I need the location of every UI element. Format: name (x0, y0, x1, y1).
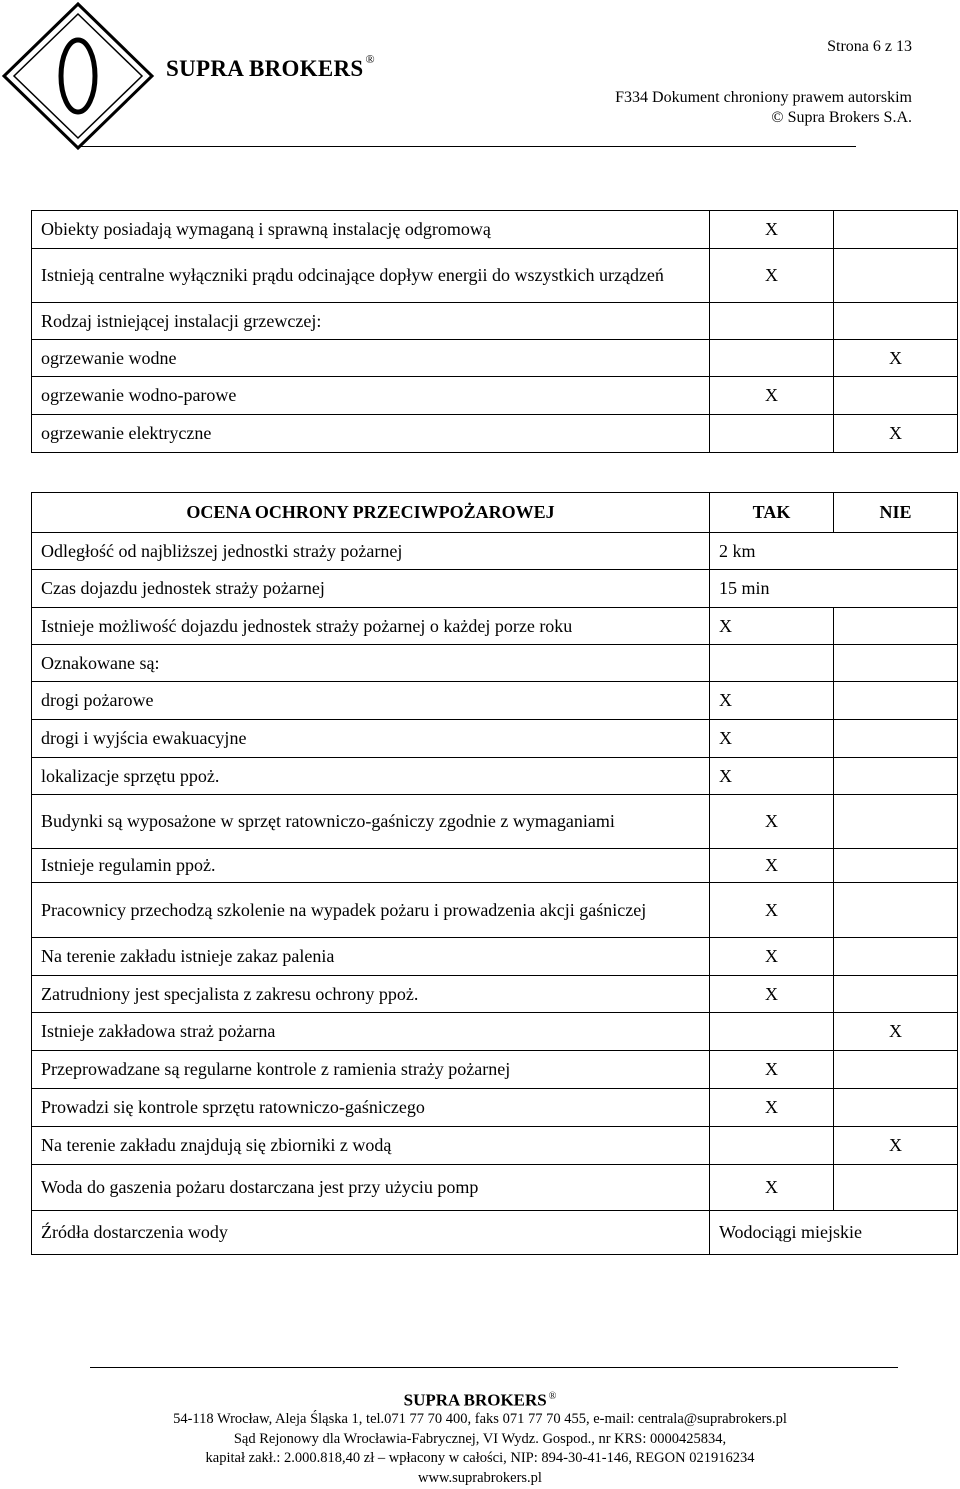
row-label: lokalizacje sprzętu ppoż. (32, 758, 710, 795)
row-value: Wodociągi miejskie (710, 1211, 958, 1255)
tak-cell: X (710, 249, 834, 303)
nie-cell (834, 608, 958, 645)
table-row (32, 976, 958, 1013)
row-label: ogrzewanie elektryczne (32, 415, 710, 453)
nie-cell (834, 720, 958, 758)
tak-cell: X (710, 938, 834, 976)
copyright-note (615, 88, 912, 128)
nie-cell (834, 211, 958, 249)
row-label: Woda do gaszenia pożaru dostarczana jest przy użyciu pomp (32, 1165, 710, 1211)
nie-cell: X (834, 1127, 958, 1165)
tak-cell: X (710, 377, 834, 415)
table-heading: OCENA OCHRONY PRZECIWPOŻAROWEJ (32, 493, 710, 533)
row-label: Istnieje możliwość dojazdu jednostek straży pożarnej o każdej porze roku (32, 608, 710, 645)
row-label: Pracownicy przechodzą szkolenie na wypadek pożaru i prowadzenia akcji gaśniczej (32, 883, 710, 938)
tak-cell: X (710, 1089, 834, 1127)
brand-name: SUPRA BROKERS ® (166, 52, 375, 81)
row-label: Obiekty posiadają wymaganą i sprawną instalację odgromową (32, 211, 710, 249)
tak-cell: X (710, 849, 834, 883)
table-header-row (32, 493, 958, 533)
nie-cell (834, 682, 958, 720)
nie-cell: X (834, 340, 958, 377)
row-label: Istnieje zakładowa straż pożarna (32, 1013, 710, 1051)
nie-cell (834, 976, 958, 1013)
nie-cell (834, 249, 958, 303)
registered-mark: ® (365, 52, 375, 66)
nie-cell (834, 849, 958, 883)
row-label: Budynki są wyposażone w sprzęt ratowniczo-gaśniczy zgodnie z wymaganiami (32, 795, 710, 849)
tak-cell: X (710, 795, 834, 849)
footer-registered-mark: ® (548, 1391, 557, 1402)
footer-divider (90, 1367, 898, 1368)
row-label: Źródła dostarczenia wody (32, 1211, 710, 1255)
table-row (32, 883, 958, 938)
tak-cell: X (710, 720, 834, 758)
table-row (32, 415, 958, 453)
installations-table (31, 210, 958, 453)
table-row (32, 1127, 958, 1165)
tak-cell: X (710, 1165, 834, 1211)
table-row (32, 1165, 958, 1211)
row-label: Na terenie zakładu znajdują się zbiorniki z wodą (32, 1127, 710, 1165)
table-row (32, 377, 958, 415)
table-row (32, 211, 958, 249)
footer-brand: SUPRA BROKERS ® (403, 1390, 557, 1410)
row-label: Zatrudniony jest specjalista z zakresu ochrony ppoż. (32, 976, 710, 1013)
table-row (32, 938, 958, 976)
table-row (32, 849, 958, 883)
table-row (32, 340, 958, 377)
row-label: Oznakowane są: (32, 645, 710, 682)
footer-website: www.suprabrokers.pl (418, 1469, 542, 1486)
row-label: Czas dojazdu jednostek straży pożarnej (32, 570, 710, 608)
table-row (32, 303, 958, 340)
nie-cell: X (834, 1013, 958, 1051)
table-row (32, 570, 958, 608)
table-row (32, 533, 958, 570)
table-row (32, 645, 958, 682)
tak-cell: X (710, 976, 834, 1013)
row-label: drogi i wyjścia ewakuacyjne (32, 720, 710, 758)
row-label: Odległość od najbliższej jednostki straży pożarnej (32, 533, 710, 570)
row-label: Rodzaj istniejącej instalacji grzewczej: (32, 303, 710, 340)
row-label: drogi pożarowe (32, 682, 710, 720)
header-divider (78, 146, 856, 147)
row-label: Przeprowadzane są regularne kontrole z ramienia straży pożarnej (32, 1051, 710, 1089)
tak-cell: X (710, 211, 834, 249)
table-row (32, 720, 958, 758)
table-row (32, 249, 958, 303)
column-header-nie: NIE (834, 493, 958, 533)
footer (0, 1387, 960, 1488)
doc-line-2: © Supra Brokers S.A. (771, 109, 912, 126)
table-row (32, 1089, 958, 1127)
row-label: Istnieją centralne wyłączniki prądu odcinające dopływ energii do wszystkich urządzeń (32, 249, 710, 303)
nie-cell (834, 377, 958, 415)
row-label: Na terenie zakładu istnieje zakaz palenia (32, 938, 710, 976)
nie-cell (834, 1051, 958, 1089)
tak-cell: X (710, 682, 834, 720)
tak-cell: X (710, 883, 834, 938)
footer-court: Sąd Rejonowy dla Wrocławia-Fabrycznej, VI Wydz. Gospod., nr KRS: 0000425834, (233, 1430, 727, 1447)
table-row (32, 1013, 958, 1051)
company-logo (0, 0, 158, 152)
footer-capital: kapitał zakł.: 2.000.818,40 zł – wpłacony w całości, NIP: 894-30-41-146, REGON 021916234 (205, 1450, 755, 1467)
nie-cell: X (834, 415, 958, 453)
nie-cell (834, 795, 958, 849)
tak-cell (710, 1127, 834, 1165)
table-row (32, 1051, 958, 1089)
row-value: 15 min (710, 570, 958, 608)
page-number: Strona 6 z 13 (827, 38, 912, 55)
tak-cell (710, 1013, 834, 1051)
table-row (32, 758, 958, 795)
tak-cell (710, 415, 834, 453)
tak-cell: X (710, 1051, 834, 1089)
nie-cell (834, 758, 958, 795)
table-row (32, 608, 958, 645)
table-row (32, 1211, 958, 1255)
row-label: Istnieje regulamin ppoż. (32, 849, 710, 883)
nie-cell (834, 1165, 958, 1211)
nie-cell (834, 938, 958, 976)
row-label: ogrzewanie wodno-parowe (32, 377, 710, 415)
table-row (32, 795, 958, 849)
tak-cell: X (710, 758, 834, 795)
nie-cell (834, 883, 958, 938)
doc-line-1: F334 Dokument chroniony prawem autorskim (615, 89, 912, 106)
fire-protection-table (31, 492, 958, 1255)
row-label: ogrzewanie wodne (32, 340, 710, 377)
tak-cell: X (710, 608, 834, 645)
nie-cell (834, 1089, 958, 1127)
footer-address: 54-118 Wrocław, Aleja Śląska 1, tel.071 77 70 400, faks 071 77 70 455, e-mail: centrala@suprabrokers.pl (173, 1411, 787, 1428)
row-label: Prowadzi się kontrole sprzętu ratowniczo-gaśniczego (32, 1089, 710, 1127)
tak-cell (710, 340, 834, 377)
row-value: 2 km (710, 533, 958, 570)
column-header-tak: TAK (710, 493, 834, 533)
table-row (32, 682, 958, 720)
